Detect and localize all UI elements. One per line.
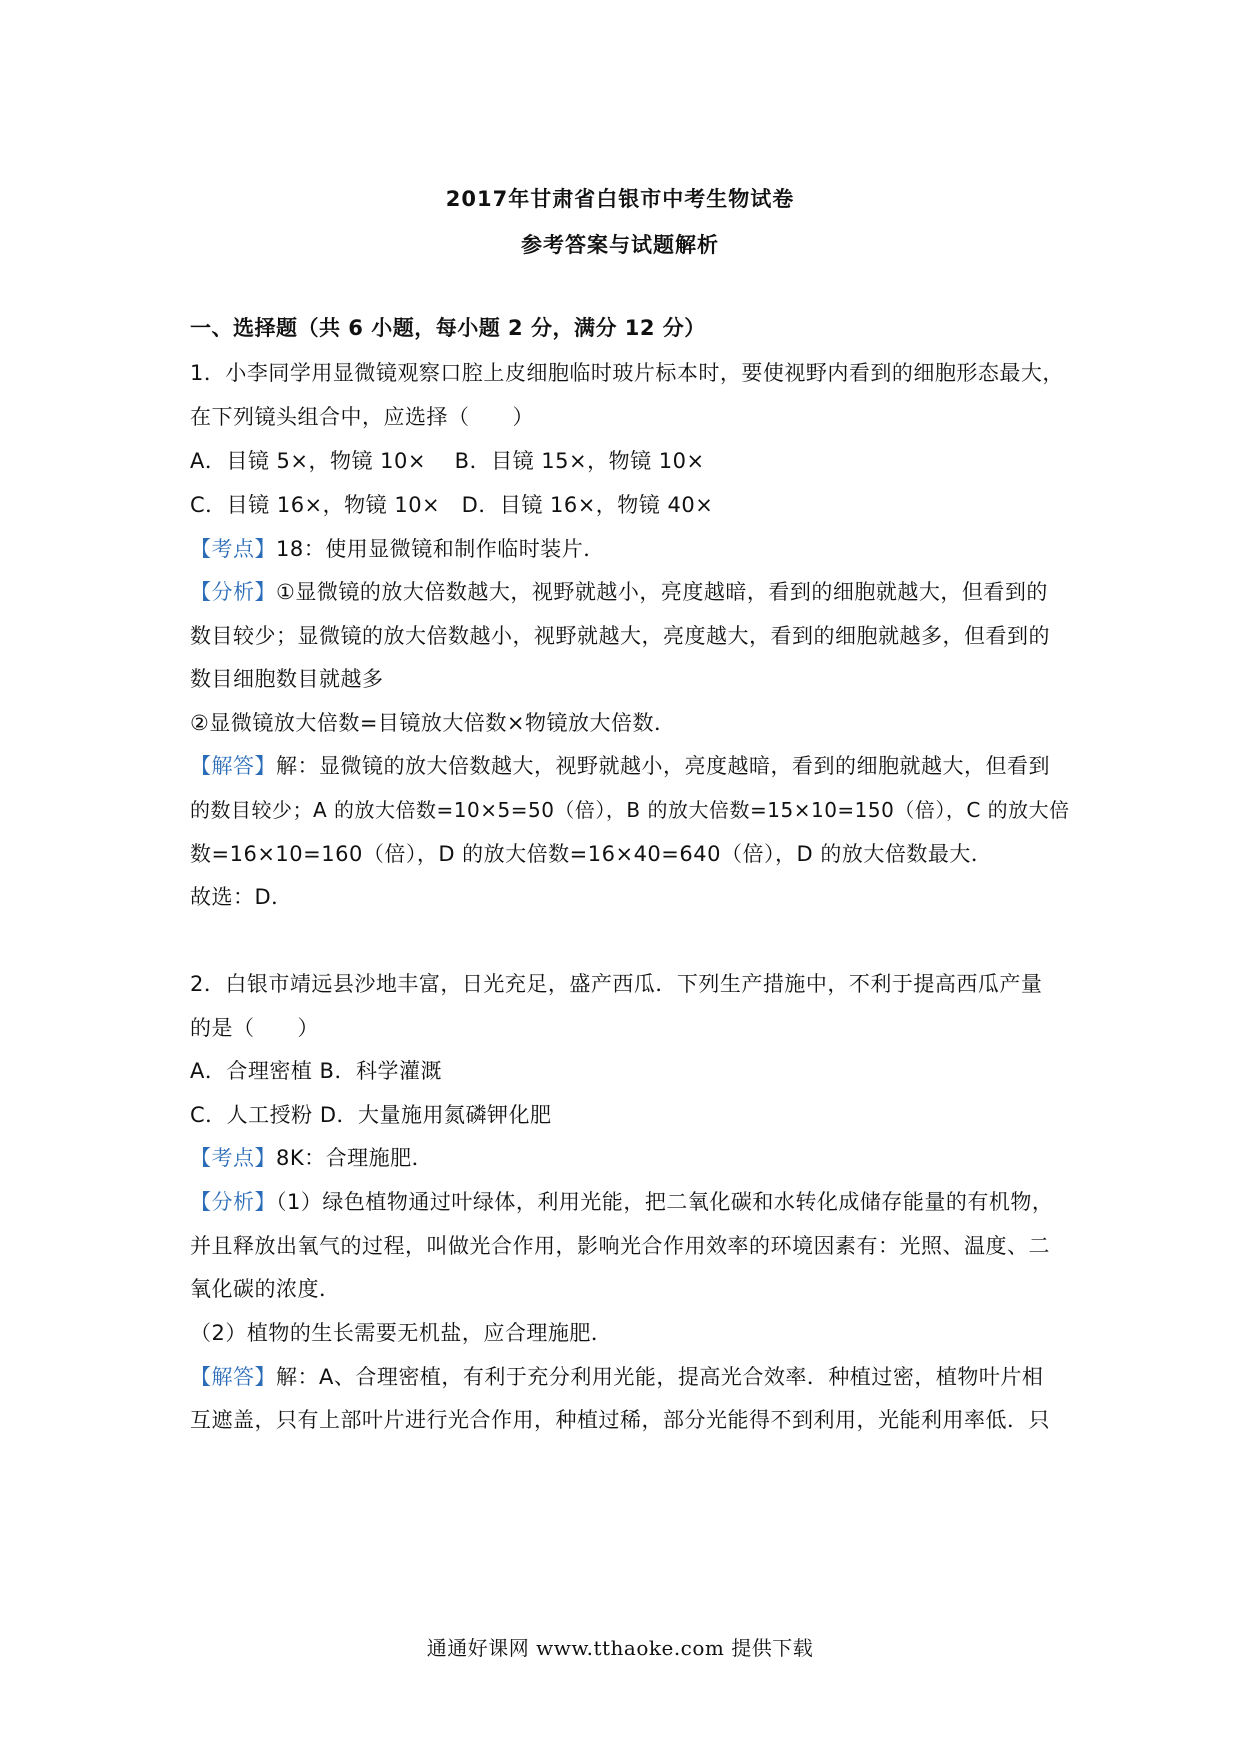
q2-jieda-line-1 [190,1362,1043,1392]
q1-fenxi-line-1 [190,577,1048,607]
q1-answer: 故选：D． [190,885,293,909]
q2-stem-line-1: 2．白银市靖远县沙地丰富，日光充足，盛产西瓜．下列生产措施中，不利于提高西瓜产量 [190,972,1043,996]
jieda-text: 解：显微镜的放大倍数越大，视野就越小，亮度越暗，看到的细胞就越大，但看到 [276,754,1050,778]
q2-kaodian [190,1143,433,1173]
section-heading: 一、选择题（共 6 小题，每小题 2 分，满分 12 分） [190,316,706,340]
q2-fenxi-line-3: 氧化碳的浓度． [190,1277,341,1301]
q2-options-line-2: C．人工授粉 D．大量施用氮磷钾化肥 [190,1103,552,1127]
q1-jieda-line-2: 的数目较少；A 的放大倍数=10×5=50（倍），B 的放大倍数=15×10=150（倍），C 的放大倍 [190,798,1070,822]
q1-kaodian [190,534,605,564]
document-subtitle: 参考答案与试题解析 [521,233,719,257]
kaodian-tag: 【考点】 [190,537,276,561]
q2-fenxi-line-4: （2）植物的生长需要无机盐，应合理施肥． [190,1321,613,1345]
fenxi-text: （1）绿色植物通过叶绿体，利用光能，把二氧化碳和水转化成储存能量的有机物， [276,1190,1054,1214]
kaodian-tag: 【考点】 [190,1146,276,1170]
page-footer: 通通好课网 www.tthaoke.com 提供下载 [426,1636,814,1660]
q2-stem-line-2: 的是（ ） [190,1016,319,1040]
q2-options-line-1: A．合理密植 B．科学灌溉 [190,1059,442,1083]
kaodian-text: 18：使用显微镜和制作临时装片． [276,537,605,561]
q1-jieda-line-1 [190,751,1050,781]
q2-jieda-line-2: 互遮盖，只有上部叶片进行光合作用，种植过稀，部分光能得不到利用，光能利用率低．只 [190,1408,1050,1432]
q1-fenxi-line-4: ②显微镜放大倍数=目镜放大倍数×物镜放大倍数． [190,711,676,735]
q1-options-line-2: C．目镜 16×，物镜 10× D．目镜 16×，物镜 40× [190,493,714,517]
q1-fenxi-line-3: 数目细胞数目就越多 [190,667,384,691]
jieda-text: 解：A、合理密植，有利于充分利用光能，提高光合效率．种植过密，植物叶片相 [276,1365,1044,1389]
fenxi-tag: 【分析】 [190,580,276,604]
document-title: 2017年甘肃省白银市中考生物试卷 [445,187,795,211]
q1-options-line-1: A．目镜 5×，物镜 10× B．目镜 15×，物镜 10× [190,449,705,473]
q2-fenxi-line-2: 并且释放出氧气的过程，叫做光合作用，影响光合作用效率的环境因素有：光照、温度、二 [190,1234,1050,1258]
kaodian-text: 8K：合理施肥． [276,1146,434,1170]
q1-fenxi-line-2: 数目较少；显微镜的放大倍数越小，视野就越大，亮度越大，看到的细胞就越多，但看到的 [190,624,1050,648]
q1-stem-line-2: 在下列镜头组合中，应选择（ ） [190,405,534,429]
jieda-tag: 【解答】 [190,1365,276,1389]
q1-stem-line-1: 1．小李同学用显微镜观察口腔上皮细胞临时玻片标本时，要使视野内看到的细胞形态最大， [190,361,1064,385]
fenxi-tag: 【分析】 [190,1190,276,1214]
fenxi-text: ①显微镜的放大倍数越大，视野就越小，亮度越暗，看到的细胞就越大，但看到的 [276,580,1048,604]
q1-jieda-line-3: 数=16×10=160（倍），D 的放大倍数=16×40=640（倍），D 的放大倍数最大． [190,842,993,866]
jieda-tag: 【解答】 [190,754,276,778]
q2-fenxi-line-1 [190,1187,1053,1217]
